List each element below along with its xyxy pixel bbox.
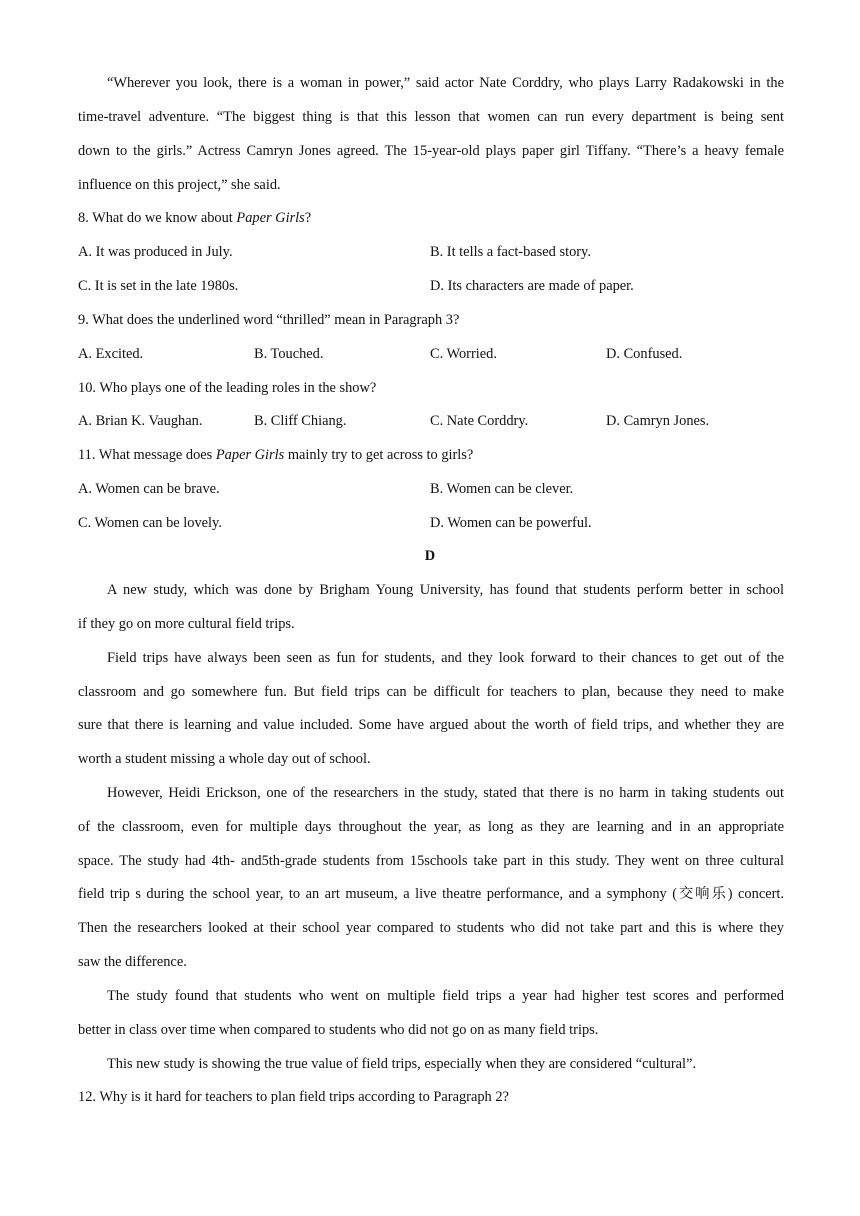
- passage-d-line: This new study is showing the true value of field trips, especially when they are considered “cultural”.: [107, 1056, 697, 1072]
- passage-d-line: However, Heidi Erickson, one of the researchers in the study, stated that there is no harm in taking students out: [107, 785, 784, 801]
- question-10-option-a: A. Brian K. Vaughan.: [78, 413, 203, 429]
- passage-d-line: sure that there is learning and value included. Some have argued about the worth of field trips, and whether they are: [78, 717, 784, 733]
- question-11-option-d: D. Women can be powerful.: [430, 515, 592, 531]
- question-9-stem: 9. What does the underlined word “thrilled” mean in Paragraph 3?: [78, 312, 460, 328]
- passage-d-line: The study found that students who went on multiple field trips a year had higher test scores and performed: [107, 988, 784, 1004]
- passage-d-line: saw the difference.: [78, 954, 187, 970]
- passage-d-line: better in class over time when compared to students who did not go on as many field trips.: [78, 1022, 599, 1038]
- question-11-stem: 11. What message does Paper Girls mainly try to get across to girls?: [78, 447, 474, 463]
- question-8-stem: 8. What do we know about Paper Girls?: [78, 210, 312, 226]
- passage-c-line: down to the girls.” Actress Camryn Jones agreed. The 15-year-old plays paper girl Tiffany. “There’s a heavy female: [78, 143, 784, 159]
- question-9-option-d: D. Confused.: [606, 346, 683, 362]
- question-8-option-c: C. It is set in the late 1980s.: [78, 278, 239, 294]
- question-9-option-c: C. Worried.: [430, 346, 497, 362]
- show-title: Paper Girls: [215, 447, 285, 463]
- passage-d-line: of the classroom, even for multiple days throughout the year, as long as they are learning and in an appropriate: [78, 819, 784, 835]
- passage-d-line: if they go on more cultural field trips.: [78, 616, 295, 632]
- passage-d-line: Field trips have always been seen as fun for students, and they look forward to their chances to get out of the: [107, 650, 784, 666]
- question-8-option-d: D. Its characters are made of paper.: [430, 278, 634, 294]
- passage-d-line: worth a student missing a whole day out of school.: [78, 751, 371, 767]
- passage-c-line: time-travel adventure. “The biggest thing is that this lesson that women can run every department is being sent: [78, 109, 784, 125]
- passage-d-line: A new study, which was done by Brigham Young University, has found that students perform better in school: [107, 582, 784, 598]
- question-10-option-b: B. Cliff Chiang.: [254, 413, 347, 429]
- question-8-option-a: A. It was produced in July.: [78, 244, 233, 260]
- question-10-option-d: D. Camryn Jones.: [606, 413, 710, 429]
- passage-d-line: field trip s during the school year, to an art museum, a live theatre performance, and a symphony (交响乐) concert.: [78, 886, 784, 902]
- question-8-option-b: B. It tells a fact-based story.: [430, 244, 591, 260]
- question-10-stem: 10. Who plays one of the leading roles in the show?: [78, 380, 377, 396]
- passage-d-heading: D: [424, 548, 436, 564]
- show-title: Paper Girls: [236, 210, 305, 226]
- passage-d-line: space. The study had 4th- and5th-grade students from 15schools take part in this study. They went on three cultural: [78, 853, 784, 869]
- passage-d-line: classroom and go somewhere fun. But field trips can be difficult for teachers to plan, because they need to make: [78, 684, 784, 700]
- question-11-option-b: B. Women can be clever.: [430, 481, 574, 497]
- passage-d-line: Then the researchers looked at their school year compared to students who did not take part and this is where they: [78, 920, 784, 936]
- passage-c-line: “Wherever you look, there is a woman in power,” said actor Nate Corddry, who plays Larry Radakowski in the: [107, 75, 784, 91]
- question-9-option-b: B. Touched.: [254, 346, 324, 362]
- question-9-option-a: A. Excited.: [78, 346, 144, 362]
- question-11-option-c: C. Women can be lovely.: [78, 515, 222, 531]
- passage-c-line: influence on this project,” she said.: [78, 177, 281, 193]
- question-12-stem: 12. Why is it hard for teachers to plan field trips according to Paragraph 2?: [78, 1089, 509, 1105]
- question-10-option-c: C. Nate Corddry.: [430, 413, 529, 429]
- question-11-option-a: A. Women can be brave.: [78, 481, 220, 497]
